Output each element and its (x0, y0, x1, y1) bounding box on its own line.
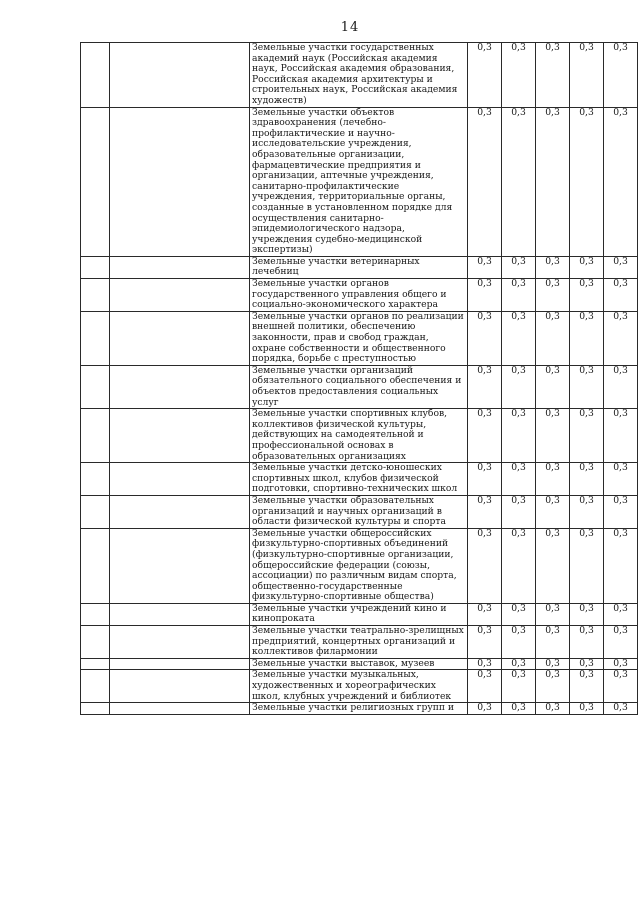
rate-value-cell: 0,3 (536, 528, 570, 603)
blank-cell (81, 107, 110, 256)
rate-value-cell: 0,3 (570, 463, 604, 496)
rate-value-cell: 0,3 (604, 409, 638, 463)
blank-cell (110, 658, 250, 670)
rate-value-cell: 0,3 (570, 256, 604, 278)
blank-cell (81, 528, 110, 603)
rate-value-cell: 0,3 (604, 463, 638, 496)
rate-value-cell: 0,3 (468, 670, 502, 703)
rate-value-cell: 0,3 (570, 603, 604, 625)
rate-value-cell: 0,3 (468, 279, 502, 312)
rate-value-cell: 0,3 (536, 658, 570, 670)
blank-cell (110, 256, 250, 278)
rates-table-body (81, 43, 638, 715)
rate-value-cell: 0,3 (502, 670, 536, 703)
blank-cell (81, 43, 110, 108)
blank-cell (81, 279, 110, 312)
rate-value-cell: 0,3 (570, 107, 604, 256)
land-category-cell: Земельные участки театрально-зрелищных предприятий, концертных организаций и коллективов филармонии (250, 626, 468, 659)
rate-value-cell: 0,3 (536, 703, 570, 715)
table-row (81, 703, 638, 715)
table-row (81, 43, 638, 108)
blank-cell (110, 279, 250, 312)
rate-value-cell: 0,3 (536, 409, 570, 463)
rate-value-cell: 0,3 (468, 311, 502, 365)
rate-value-cell: 0,3 (604, 703, 638, 715)
rate-value-cell: 0,3 (468, 626, 502, 659)
blank-cell (110, 107, 250, 256)
rate-value-cell: 0,3 (604, 279, 638, 312)
table-row (81, 256, 638, 278)
table-row (81, 528, 638, 603)
rate-value-cell: 0,3 (468, 365, 502, 408)
table-row (81, 409, 638, 463)
rate-value-cell: 0,3 (468, 603, 502, 625)
table-row (81, 279, 638, 312)
rate-value-cell: 0,3 (468, 703, 502, 715)
table-row (81, 311, 638, 365)
rate-value-cell: 0,3 (468, 43, 502, 108)
land-category-cell: Земельные участки общероссийских физкультурно-спортивных объединений (физкультурно-спортивные организации, общероссийские федерации (союзы, ассоциации) по различным видам спорта, общественно-государственные физкультурно-спортивные общества) (250, 528, 468, 603)
land-category-cell: Земельные участки органов по реализации внешней политики, обеспечению законности, прав и свобод граждан, охране собственности и общественного порядка, борьбе с преступностью (250, 311, 468, 365)
rate-value-cell: 0,3 (468, 107, 502, 256)
blank-cell (81, 626, 110, 659)
table-row (81, 365, 638, 408)
rate-value-cell: 0,3 (604, 658, 638, 670)
rates-table (80, 42, 638, 715)
rate-value-cell: 0,3 (570, 658, 604, 670)
rate-value-cell: 0,3 (570, 703, 604, 715)
blank-cell (110, 670, 250, 703)
blank-cell (110, 365, 250, 408)
land-category-cell: Земельные участки организаций обязательного социального обеспечения и объектов предоставления социальных услуг (250, 365, 468, 408)
rate-value-cell: 0,3 (536, 670, 570, 703)
page-number: 14 (340, 20, 360, 35)
rate-value-cell: 0,3 (536, 463, 570, 496)
blank-cell (81, 409, 110, 463)
rate-value-cell: 0,3 (536, 279, 570, 312)
rate-value-cell: 0,3 (502, 495, 536, 528)
table-row (81, 603, 638, 625)
land-category-cell: Земельные участки детско-юношеских спортивных школ, клубов физической подготовки, спортивно-технических школ (250, 463, 468, 496)
rate-value-cell: 0,3 (468, 256, 502, 278)
blank-cell (110, 626, 250, 659)
rate-value-cell: 0,3 (536, 256, 570, 278)
rate-value-cell: 0,3 (536, 365, 570, 408)
rate-value-cell: 0,3 (536, 43, 570, 108)
rate-value-cell: 0,3 (502, 658, 536, 670)
blank-cell (81, 256, 110, 278)
blank-cell (81, 670, 110, 703)
blank-cell (81, 703, 110, 715)
blank-cell (110, 409, 250, 463)
blank-cell (110, 528, 250, 603)
rate-value-cell: 0,3 (536, 626, 570, 659)
rate-value-cell: 0,3 (502, 603, 536, 625)
rate-value-cell: 0,3 (502, 528, 536, 603)
rate-value-cell: 0,3 (468, 658, 502, 670)
table-row (81, 626, 638, 659)
blank-cell (81, 495, 110, 528)
rate-value-cell: 0,3 (536, 495, 570, 528)
rate-value-cell: 0,3 (570, 43, 604, 108)
rate-value-cell: 0,3 (468, 409, 502, 463)
table-row (81, 463, 638, 496)
land-category-cell: Земельные участки ветеринарных лечебниц (250, 256, 468, 278)
table-row (81, 658, 638, 670)
land-category-cell: Земельные участки образовательных организаций и научных организаций в области физической культуры и спорта (250, 495, 468, 528)
rate-value-cell: 0,3 (570, 670, 604, 703)
rate-value-cell: 0,3 (604, 107, 638, 256)
rate-value-cell: 0,3 (604, 495, 638, 528)
rate-value-cell: 0,3 (604, 365, 638, 408)
rate-value-cell: 0,3 (502, 107, 536, 256)
rate-value-cell: 0,3 (604, 43, 638, 108)
rate-value-cell: 0,3 (502, 256, 536, 278)
blank-cell (110, 703, 250, 715)
land-category-cell: Земельные участки учреждений кино и кинопроката (250, 603, 468, 625)
rate-value-cell: 0,3 (570, 279, 604, 312)
rate-value-cell: 0,3 (468, 495, 502, 528)
blank-cell (110, 311, 250, 365)
blank-cell (81, 365, 110, 408)
table-row (81, 107, 638, 256)
land-category-cell: Земельные участки спортивных клубов, коллективов физической культуры, действующих на самодеятельной и профессиональной основах в образовательных организациях (250, 409, 468, 463)
rate-value-cell: 0,3 (570, 495, 604, 528)
rate-value-cell: 0,3 (502, 279, 536, 312)
rate-value-cell: 0,3 (570, 365, 604, 408)
land-category-cell: Земельные участки объектов здравоохранения (лечебно-профилактические и научно-исследовательские учреждения, образовательные организации, фармацевтические предприятия и организации, аптечные учреждения, санитарно-профилактические учреждения, территориальные органы, созданные в установленном порядке для осуществления санитарно-эпидемиологического надзора, учреждения судебно-медицинской экспертизы) (250, 107, 468, 256)
blank-cell (110, 603, 250, 625)
rate-value-cell: 0,3 (604, 670, 638, 703)
table-row (81, 670, 638, 703)
rate-value-cell: 0,3 (604, 311, 638, 365)
table-row (81, 495, 638, 528)
rate-value-cell: 0,3 (604, 528, 638, 603)
land-category-cell: Земельные участки государственных академий наук (Российская академия наук, Российская академия образования, Российская академия архитектуры и строительных наук, Российская академия художеств) (250, 43, 468, 108)
rate-value-cell: 0,3 (536, 107, 570, 256)
rate-value-cell: 0,3 (502, 626, 536, 659)
rate-value-cell: 0,3 (468, 463, 502, 496)
land-category-cell: Земельные участки органов государственного управления общего и социально-экономического характера (250, 279, 468, 312)
land-category-cell: Земельные участки выставок, музеев (250, 658, 468, 670)
rate-value-cell: 0,3 (502, 463, 536, 496)
rate-value-cell: 0,3 (502, 703, 536, 715)
rate-value-cell: 0,3 (604, 603, 638, 625)
blank-cell (81, 463, 110, 496)
land-category-cell: Земельные участки музыкальных, художественных и хореографических школ, клубных учреждений и библиотек (250, 670, 468, 703)
blank-cell (81, 311, 110, 365)
rate-value-cell: 0,3 (604, 626, 638, 659)
rate-value-cell: 0,3 (536, 311, 570, 365)
rate-value-cell: 0,3 (570, 311, 604, 365)
blank-cell (110, 495, 250, 528)
blank-cell (81, 603, 110, 625)
rate-value-cell: 0,3 (468, 528, 502, 603)
rate-value-cell: 0,3 (536, 603, 570, 625)
rate-value-cell: 0,3 (502, 43, 536, 108)
rate-value-cell: 0,3 (570, 528, 604, 603)
rate-value-cell: 0,3 (570, 626, 604, 659)
blank-cell (110, 463, 250, 496)
blank-cell (110, 43, 250, 108)
rate-value-cell: 0,3 (502, 365, 536, 408)
land-category-cell: Земельные участки религиозных групп и (250, 703, 468, 715)
rate-value-cell: 0,3 (604, 256, 638, 278)
rate-value-cell: 0,3 (502, 311, 536, 365)
rate-value-cell: 0,3 (570, 409, 604, 463)
rate-value-cell: 0,3 (502, 409, 536, 463)
blank-cell (81, 658, 110, 670)
